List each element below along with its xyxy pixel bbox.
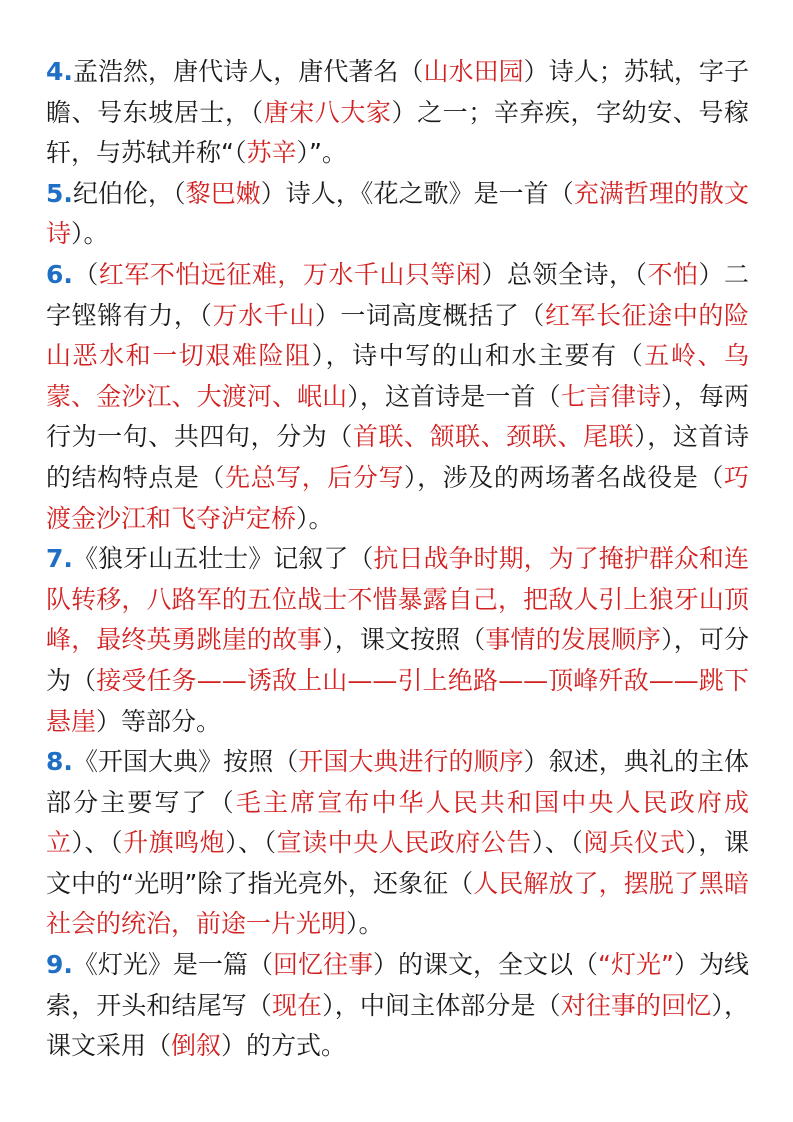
question-text: ）、（ [531, 828, 584, 858]
question-text: ）”。 [296, 138, 347, 168]
question-text: ）总领全诗，（ [481, 259, 648, 289]
question-item [46, 174, 749, 255]
answer-text: 苏辛 [246, 138, 297, 168]
question-number: 5. [46, 178, 73, 208]
answer-text: 五岭、乌蒙、金沙江、大渡河、岷山 [46, 341, 749, 411]
question-text: （ [72, 259, 99, 289]
answer-text: 巧渡金沙江和飞夺泸定桥 [46, 462, 749, 533]
question-item [46, 945, 749, 1067]
answer-text: 山水田园 [423, 57, 524, 86]
answer-text: 接受任务——诱敌上山——引上绝路——顶峰歼敌——跳下悬崖 [46, 665, 749, 736]
question-text: ）、（ [225, 828, 277, 858]
answer-text: 阅兵仪式 [583, 828, 686, 858]
answer-text: 先总写，后分写 [225, 462, 405, 492]
answer-text: 不怕 [647, 259, 699, 289]
question-text: ）。 [296, 503, 334, 533]
question-text: 孟浩然，唐代诗人，唐代著名（ [72, 57, 424, 86]
question-text: ），可分为（ [46, 625, 749, 695]
question-text: ）的方式。 [221, 1031, 347, 1061]
question-text: 纪伯伦，（ [72, 178, 186, 208]
question-number: 8. [46, 747, 73, 777]
question-text: ），课文按照（ [322, 625, 486, 655]
question-item [46, 52, 749, 174]
question-text: ），每两行为一句、共四句，分为（ [46, 381, 749, 452]
answer-text: 抗日战争时期，为了掩护群众和连队转移，八路军的五位战士不惜暴露自己，把敌人引上狼牙山顶峰，最终英勇跳崖的故事 [46, 544, 749, 655]
question-text: ），这首诗是一首（ [347, 381, 561, 411]
answer-text: 现在 [271, 990, 323, 1020]
question-text: ）的课文，全文以（ [372, 950, 599, 980]
question-text: ）为线索，开头和结尾写（ [46, 950, 749, 1020]
answer-text: 升旗鸣炮 [123, 828, 226, 858]
answer-text: 事情的发展顺序 [485, 625, 662, 655]
answer-text: 对往事的回忆 [560, 990, 712, 1020]
question-text: ），中间主体部分是（ [322, 990, 561, 1020]
answer-text: 首联、颔联、颈联、尾联 [352, 422, 635, 452]
answer-text: 七言律诗 [560, 381, 662, 411]
answer-text: 回忆往事 [272, 950, 373, 980]
question-text: ）叙述，典礼的主体部分主要写了（ [46, 747, 749, 817]
question-text: ）二字铿锵有力，（ [46, 259, 749, 330]
question-text: ）。 [346, 909, 384, 939]
question-text: 《开国大典》按照（ [72, 747, 299, 777]
question-number: 4. [46, 57, 73, 86]
answer-text: 人民解放了，摆脱了黑暗社会的统治，前途一片光明 [46, 868, 749, 939]
question-number: 6. [46, 259, 73, 289]
question-text: ）诗人，《花之歌》是一首（ [260, 178, 574, 208]
answer-text: 宣读中央人民政府公告 [276, 828, 532, 858]
question-text: ）一词高度概括了（ [314, 300, 545, 330]
question-text: ），这首诗的结构特点是（ [46, 422, 749, 492]
question-text: ）等部分。 [96, 706, 222, 736]
question-item [46, 255, 749, 539]
question-text: 《狼牙山五壮士》记叙了（ [72, 544, 374, 574]
answer-text: 黎巴嫩 [185, 178, 261, 208]
answer-text: 红军长征途中的险山恶水和一切艰难险阻 [46, 300, 749, 371]
question-text: ）诗人；苏轼，字子瞻、号东坡居士，（ [46, 57, 749, 127]
answer-text: 唐宋八大家 [263, 97, 392, 127]
answer-text: “灯光” [598, 950, 674, 980]
question-item [46, 539, 749, 742]
question-number: 7. [46, 544, 73, 574]
question-text: ），课文采用（ [46, 990, 749, 1061]
question-text: ），诗中写的山和水主要有（ [311, 341, 645, 371]
question-text: 《灯光》是一篇（ [72, 950, 273, 980]
question-text: ），涉及的两场著名战役是（ [404, 462, 724, 492]
answer-text: 毛主席宣布中华人民共和国中央人民政府成立 [46, 787, 749, 858]
answer-text: 充满哲理的散文诗 [46, 178, 749, 249]
question-text: ），课文中的“光明”除了指光亮外，还象征（ [46, 828, 749, 898]
question-number: 9. [46, 950, 73, 980]
question-text: ）之一；辛弃疾，字幼安、号稼轩，与苏轼并称“（ [46, 97, 749, 168]
answer-text: 开国大典进行的顺序 [298, 747, 524, 777]
answer-text: 红军不怕远征难，万水千山只等闲 [98, 259, 482, 289]
answer-text: 倒叙 [171, 1031, 222, 1061]
question-text: ）。 [71, 219, 109, 249]
question-item [46, 742, 749, 945]
answer-text: 万水千山 [212, 300, 315, 330]
question-text: ）、（ [71, 828, 124, 858]
